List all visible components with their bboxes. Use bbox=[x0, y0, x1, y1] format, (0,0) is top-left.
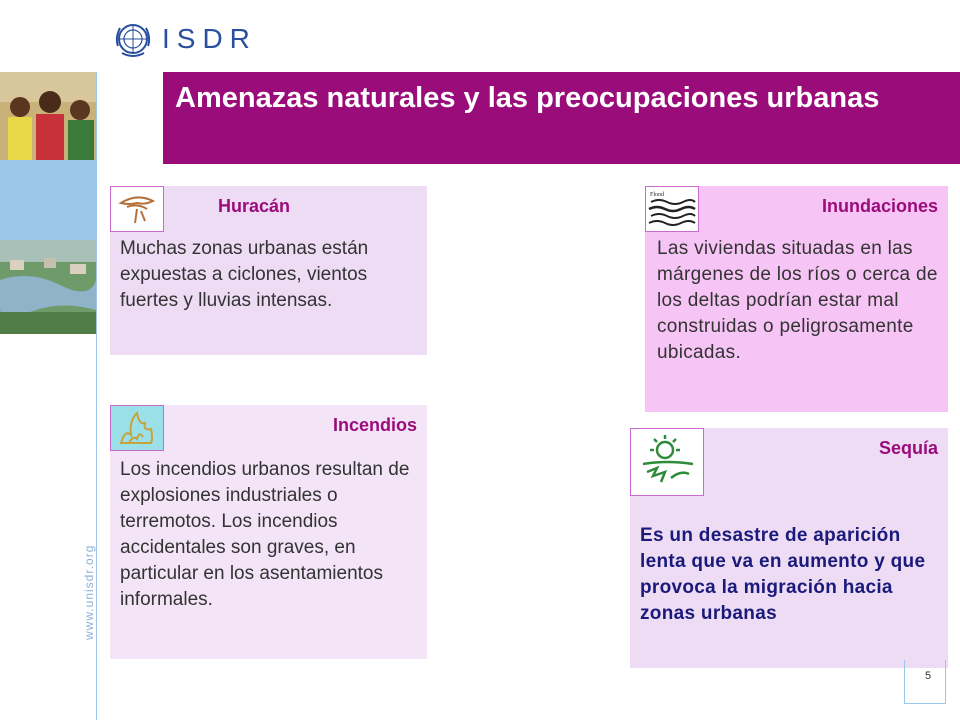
drought-text: Es un desastre de aparición lenta que va en aumento y que provoca la migración hacia zonas urbanas bbox=[640, 525, 926, 624]
sidebar-blue-panel bbox=[0, 160, 96, 240]
logo-wordmark: ISDR bbox=[162, 23, 257, 54]
flood-text: Las viviendas situadas en las márgenes de los ríos o cerca de los deltas podrían estar mal construidas o peligrosamente ubicadas. bbox=[657, 238, 938, 363]
fire-card bbox=[110, 405, 427, 659]
flood-icon bbox=[645, 186, 699, 232]
fire-text: Los incendios urbanos resultan de explosiones industriales o terremotos. Los incendios accidentales son graves, en particular en los asentamientos informales. bbox=[120, 459, 410, 610]
left-rule bbox=[96, 72, 97, 720]
title-bar bbox=[163, 72, 960, 164]
hurricane-heading: Huracán bbox=[218, 196, 291, 216]
flood-card bbox=[645, 186, 948, 412]
drought-heading: Sequía bbox=[878, 438, 938, 458]
isdr-logo bbox=[112, 18, 257, 60]
page-number: 5 bbox=[925, 670, 932, 682]
drought-icon bbox=[630, 428, 704, 496]
page-title: Amenazas naturales y las preocupaciones urbanas bbox=[175, 82, 880, 114]
flood-icon-label: Flood bbox=[650, 192, 665, 198]
fire-heading: Incendios bbox=[332, 415, 417, 435]
page-number-frame bbox=[904, 660, 946, 704]
site-url: www.unisdr.org bbox=[82, 544, 96, 640]
sidebar-photos bbox=[0, 72, 96, 334]
flood-photo bbox=[0, 240, 96, 334]
hurricane-card bbox=[110, 186, 427, 355]
children-photo bbox=[0, 72, 96, 160]
drought-card bbox=[630, 428, 948, 668]
hurricane-icon bbox=[110, 186, 164, 232]
flood-heading: Inundaciones bbox=[821, 196, 938, 216]
un-emblem-icon bbox=[112, 18, 154, 60]
fire-icon bbox=[110, 405, 164, 451]
hurricane-text: Muchas zonas urbanas están expuestas a ciclones, vientos fuertes y lluvias intensas. bbox=[120, 238, 369, 311]
